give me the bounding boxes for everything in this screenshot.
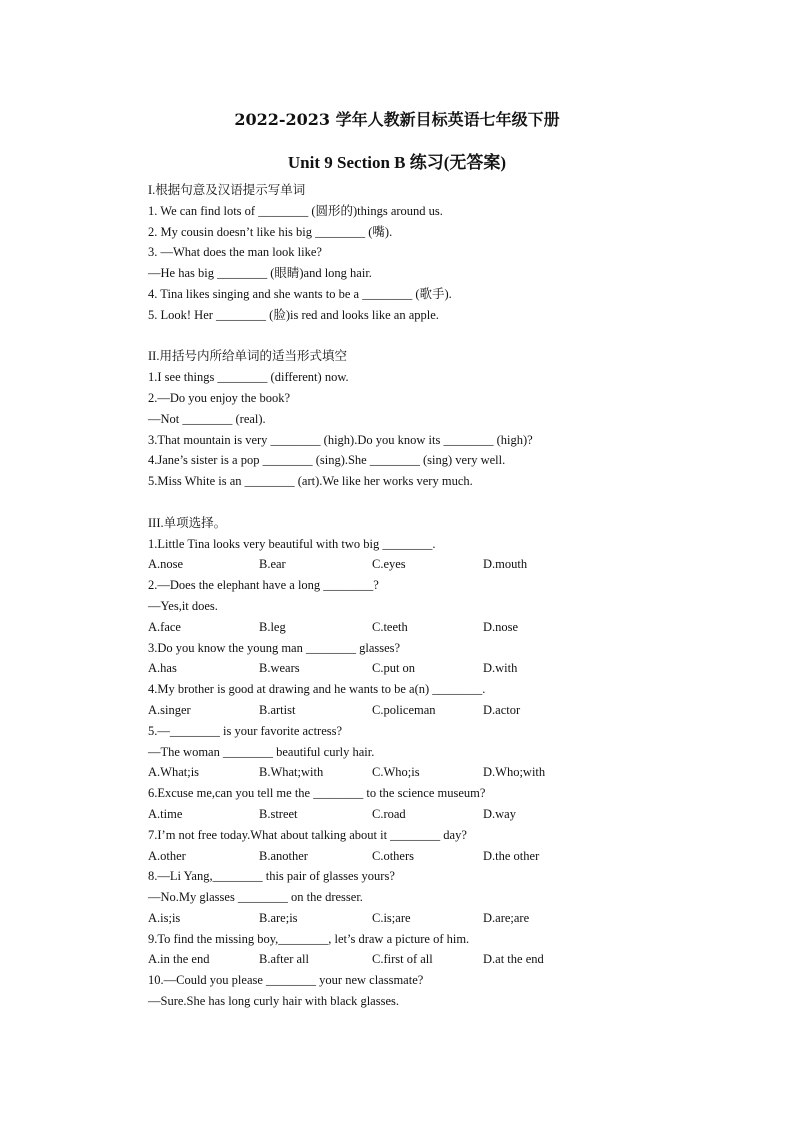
option-c: C.eyes (372, 557, 406, 572)
question-stem: 9.To find the missing boy,________, let’s draw a picture of him. (148, 931, 470, 946)
option-b: B.leg (259, 619, 286, 634)
question-stem: —Yes,it does. (148, 598, 218, 613)
option-d: D.mouth (483, 557, 528, 572)
option-a: A.has (148, 661, 177, 676)
section-2-heading: II.用括号内所给单词的适当形式填空 (148, 349, 347, 364)
option-b: B.are;is (259, 910, 298, 925)
question-stem: 1.Little Tina looks very beautiful with two big ________. (148, 536, 436, 551)
option-d: D.at the end (483, 952, 544, 967)
section-2-line: 1.I see things ________ (different) now. (148, 370, 349, 385)
option-c: C.road (372, 806, 406, 821)
option-b: B.artist (259, 702, 296, 717)
option-c: C.others (372, 848, 415, 863)
option-a: A.face (148, 619, 181, 634)
section-2-line: 3.That mountain is very ________ (high).Do you know its ________ (high)? (148, 432, 533, 447)
question-options (148, 804, 668, 825)
question-options (148, 617, 668, 638)
section-2-line: 4.Jane’s sister is a pop ________ (sing).She ________ (sing) very well. (148, 453, 506, 468)
question-stem: 5.—________ is your favorite actress? (148, 723, 343, 738)
option-b: B.What;with (259, 765, 324, 780)
section-1-line: 5. Look! Her ________ (脸)is red and looks like an apple. (148, 307, 439, 322)
question-options (148, 700, 668, 721)
option-a: A.in the end (148, 952, 210, 967)
question-options (148, 762, 668, 783)
question-stem: —The woman ________ beautiful curly hair. (148, 744, 375, 759)
question-stem: —Sure.She has long curly hair with black glasses. (148, 994, 399, 1009)
section-1-line: 4. Tina likes singing and she wants to be a ________ (歌手). (148, 286, 452, 301)
section-1-line: —He has big ________ (眼睛)and long hair. (148, 266, 372, 281)
question-options (148, 949, 668, 970)
question-stem: 7.I’m not free today.What about talking about it ________ day? (148, 827, 467, 842)
option-d: D.nose (483, 619, 519, 634)
section-1-heading: I.根据句意及汉语提示写单词 (148, 183, 306, 197)
option-d: D.Who;with (483, 765, 546, 780)
section-1-line: 3. —What does the man look like? (148, 245, 322, 260)
worksheet-content (148, 180, 668, 1012)
option-a: A.What;is (148, 765, 200, 780)
option-c: C.Who;is (372, 765, 420, 780)
option-b: B.ear (259, 557, 286, 572)
page-subtitle: Unit 9 Section B 练习(无答案) (287, 153, 507, 172)
question-stem: 10.—Could you please ________ your new classmate? (148, 973, 424, 988)
question-options (148, 846, 668, 867)
question-stem: —No.My glasses ________ on the dresser. (148, 890, 363, 905)
question-stem: 6.Excuse me,can you tell me the ________ to the science museum? (148, 786, 486, 801)
question-options (148, 908, 668, 929)
option-c: C.first of all (372, 952, 433, 967)
option-a: A.is;is (148, 910, 181, 925)
question-options (148, 554, 668, 575)
option-b: B.another (259, 848, 308, 863)
question-options (148, 658, 668, 679)
option-d: D.with (483, 661, 518, 676)
option-c: C.put on (372, 661, 416, 676)
option-d: D.actor (483, 702, 521, 717)
section-2-line: 2.—Do you enjoy the book? (148, 390, 290, 405)
option-d: D.way (483, 806, 516, 821)
section-2-line: —Not ________ (real). (148, 411, 266, 426)
option-b: B.wears (259, 661, 300, 676)
option-c: C.teeth (372, 619, 408, 634)
section-2-line: 5.Miss White is an ________ (art).We like her works very much. (148, 474, 473, 489)
question-stem: 4.My brother is good at drawing and he wants to be a(n) ________. (148, 682, 486, 697)
option-c: C.is;are (372, 910, 411, 925)
section-1-line: 1. We can find lots of ________ (圆形的)things around us. (148, 203, 443, 218)
page-title: 2022-2023 学年人教新目标英语七年级下册 (234, 110, 560, 129)
option-d: D.are;are (483, 910, 530, 925)
option-a: A.nose (148, 557, 184, 572)
question-stem: 3.Do you know the young man ________ glasses? (148, 640, 401, 655)
question-stem: 8.—Li Yang,________ this pair of glasses yours? (148, 869, 395, 884)
option-a: A.singer (148, 702, 191, 717)
option-d: D.the other (483, 848, 540, 863)
section-1-line: 2. My cousin doesn’t like his big ________ (嘴). (148, 224, 393, 239)
option-b: B.after all (259, 952, 309, 967)
question-stem: 2.—Does the elephant have a long ________? (148, 578, 379, 593)
option-a: A.time (148, 806, 183, 821)
option-a: A.other (148, 848, 186, 863)
option-c: C.policeman (372, 702, 436, 717)
option-b: B.street (259, 806, 298, 821)
section-3-heading: III.单项选择。 (148, 515, 227, 530)
